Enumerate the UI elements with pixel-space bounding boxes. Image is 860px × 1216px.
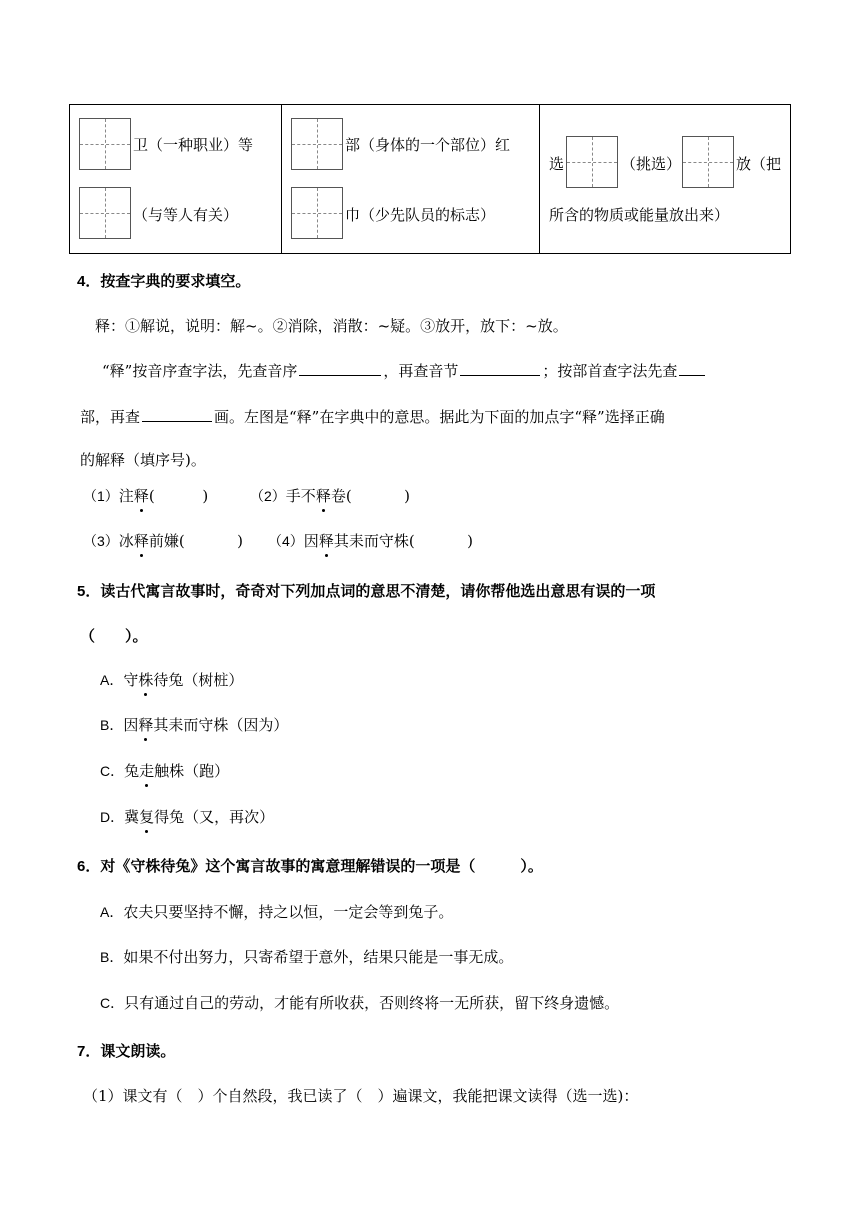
item-post: 卷 [330,487,346,505]
table-divider [281,105,282,253]
dotted-char: 释 [138,716,154,734]
q4-number: 4． [77,273,101,290]
q4-definition: 释：①解说，说明：解~。②消除，消散：~疑。③放开，放下：~放。 [95,317,568,335]
blank-yinjie[interactable] [460,360,540,376]
item-number: （1） [83,488,119,504]
q7-title: 课文朗读。 [100,1042,176,1060]
item-post: 其耒而守株 [333,532,409,550]
q6-title: 对《守株待兔》这个寓言故事的寓意理解错误的一项是（ ）。 [100,857,543,875]
cell3-pre: 选 [549,155,565,173]
option-post: 其耒而守株（因为） [153,716,289,734]
blank-bushou[interactable] [679,360,705,376]
option-pre: 因 [123,716,139,734]
q6-option-b[interactable] [100,946,513,967]
option-post: 触株（跑） [154,762,230,780]
character-table [69,104,791,254]
q5-heading [77,580,655,601]
q4-para1-a: “释”按音序查字法，先查音序 [102,362,298,380]
q4-para2 [80,406,665,427]
q4-heading [77,270,250,291]
cell2-line2: 巾（少先队员的标志） [345,206,496,224]
table-divider [539,105,540,253]
q4-para2-a: 部，再查 [80,408,141,426]
q4-para2-b: 画。左图是“释”在字典中的意思。据此为下面的加点字“释”选择正确 [214,408,665,426]
q4-title: 按查字典的要求填空。 [100,272,251,290]
item-pre: 手不 [285,487,316,505]
q4-para3: 的解释（填序号)。 [80,451,206,469]
option-post: 得兔（又，再次） [154,808,275,826]
answer-paren[interactable]: ( ) [408,532,473,550]
q6-number: 6． [77,858,101,875]
q4-para1-c: ；按部首查字法先查 [542,362,678,380]
q4-item-3 [83,530,243,551]
q7-sub1: （1）课文有（ ）个自然段，我已读了（ ）遍课文，我能把课文读得（选一选)： [83,1087,639,1105]
writing-box[interactable] [291,187,343,239]
q4-para1-b: ，再查音节 [383,362,459,380]
option-pre: 冀 [124,808,140,826]
dotted-char: 走 [139,762,155,780]
option-text: 只有通过自己的劳动，才能有所收获，否则终将一无所获，留下终身遗憾。 [124,994,620,1012]
q5-number: 5． [77,583,101,600]
blank-hua[interactable] [142,406,212,422]
q5-title: 读古代寓言故事时，奇奇对下列加点词的意思不清楚，请你帮他选出意思有误的一项 [100,582,656,600]
option-letter: B． [100,717,124,733]
cell3-post: 放（把 [736,155,782,173]
q7-heading [77,1040,175,1061]
answer-paren[interactable]: ( ) [148,487,209,505]
q5-option-a[interactable] [100,669,243,690]
q5-option-b[interactable] [100,714,288,735]
option-letter: C． [100,995,125,1011]
dotted-char: 复 [139,808,155,826]
q4-item-2 [250,485,410,506]
item-number: （2） [250,488,286,504]
item-pre: 注 [118,487,134,505]
option-text: 如果不付出努力，只寄希望于意外，结果只能是一事无成。 [123,948,514,966]
option-pre: 兔 [124,762,140,780]
cell3-line2: 所含的物质或能量放出来） [549,206,730,224]
q7-number: 7． [77,1043,101,1060]
option-letter: A． [100,904,124,920]
dotted-char: 株 [138,671,154,689]
option-pre: 守 [123,671,139,689]
q6-option-a[interactable] [100,901,453,922]
q4-item-4 [268,530,473,551]
item-pre: 因 [303,532,319,550]
dotted-char: 释 [133,487,149,505]
writing-box[interactable] [566,136,618,188]
cell2-line1: 部（身体的一个部位）红 [345,136,511,154]
option-letter: D． [100,809,125,825]
option-text: 农夫只要坚持不懈，持之以恒，一定会等到兔子。 [123,903,454,921]
blank-yinxu[interactable] [299,360,381,376]
option-letter: A． [100,672,124,688]
item-pre: 冰 [118,532,134,550]
dotted-char: 释 [315,487,331,505]
item-number: （4） [268,533,304,549]
answer-paren[interactable]: ( ) [345,487,410,505]
answer-paren[interactable]: ( ) [178,532,243,550]
cell3-mid: （挑选） [621,155,682,173]
cell1-line2: （与等人有关） [133,206,239,224]
q6-option-c[interactable] [100,992,619,1013]
q4-item-1 [83,485,209,506]
dotted-char: 释 [318,532,334,550]
q5-option-d[interactable] [100,806,274,827]
option-letter: B． [100,949,124,965]
writing-box[interactable] [291,118,343,170]
item-post: 前嫌 [148,532,179,550]
q6-heading [77,855,543,876]
q5-option-c[interactable] [100,760,229,781]
option-post: 待兔（树桩） [153,671,244,689]
writing-box[interactable] [79,118,131,170]
q4-para1 [102,360,707,381]
writing-box[interactable] [79,187,131,239]
q5-answer-paren[interactable]: （ ）。 [80,627,148,645]
item-number: （3） [83,533,119,549]
option-letter: C． [100,763,125,779]
dotted-char: 释 [133,532,149,550]
writing-box[interactable] [682,136,734,188]
cell1-line1: 卫（一种职业）等 [133,136,254,154]
